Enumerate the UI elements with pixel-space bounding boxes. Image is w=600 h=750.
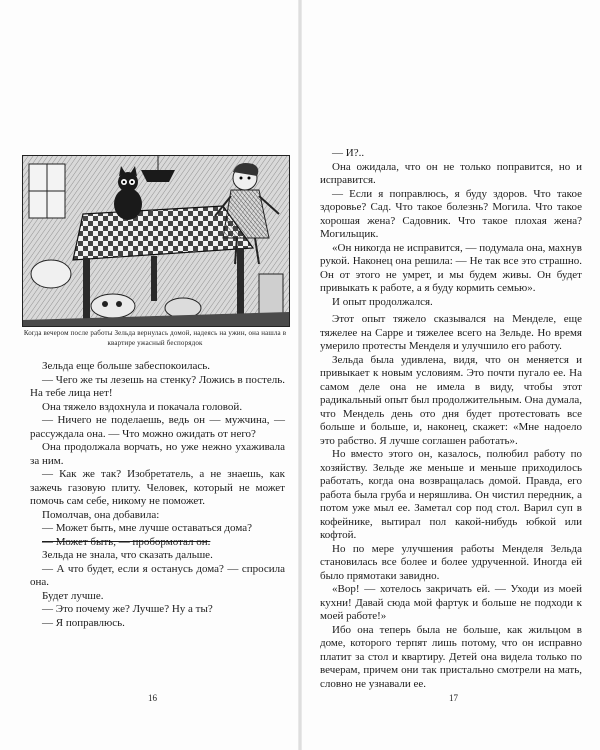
paragraph: Зельда была удивлена, видя, что он меняется и привыкает к новым условиям. Это почти пугало ее. На самом деле она не имела в виду, чтобы этот радикальный опыт был продолжительным. Она думала, что Мендель день ото дня будет протестовать все больше и больше, и, наконец, скажет: «Мне надоело это рабство. Я лучше соглашен работать».: [320, 353, 582, 447]
paragraph: — Я поправлюсь.: [42, 616, 125, 629]
paragraph: — А что будет, если я останусь дома? — спросила она.: [30, 562, 285, 588]
paragraph: — Как же так? Изобретатель, а не знаешь, как зажечь газовую плиту. Человек, который не может помочь сам себе, никому не поможет.: [30, 468, 285, 507]
paragraph: Будет лучше.: [42, 589, 104, 602]
paragraph: Она тяжело вздохнула и покачала головой.: [42, 400, 243, 413]
paragraph: Но по мере улучшения работы Менделя Зельда становилась все более и более удрученной. Иногда ей было прямотаки завидно.: [320, 542, 582, 582]
paragraph-struck: — Может быть, — пробормотал он.: [42, 535, 211, 548]
paragraph: Зельда еще больше забеспокоилась.: [42, 360, 210, 372]
paragraph: Но вместо этого он, казалось, полюбил работу по хозяйству. Зельде же меньше и меньше приходилось работать, когда она возвращалась домой. Правда, его работа была груба и неряшлива. Он чистил передник, а потом уже мыл ее. Заметал сор под стол. Варил суп в кофейнике, вытирал пол какой-нибудь юбкой или кофтой.: [320, 448, 582, 541]
left-page-text: [30, 360, 285, 630]
paragraph: Зельда не знала, что сказать дальше.: [42, 549, 213, 561]
illustration-drawing: [23, 156, 289, 326]
illustration: [22, 155, 290, 327]
right-page: [302, 0, 600, 750]
page-number: 16: [148, 693, 157, 703]
left-page: [0, 0, 298, 750]
paragraph: Помолчав, она добавила:: [42, 508, 160, 521]
paragraph: Она продолжала ворчать, но уже нежно ухаживала за ним.: [30, 441, 285, 467]
paragraph: — И?..: [332, 147, 365, 159]
paragraph: — Это почему же? Лучше? Ну а ты?: [42, 603, 213, 615]
paragraph: — Чего же ты лезешь на стенку? Ложись в постель. На тебе лица нет!: [30, 373, 285, 399]
page-number: 17: [449, 693, 458, 703]
paragraph: «Вор! — хотелось закричать ей. — Уходи из моей кухни! Давай сюда мой фартук и больше не подходи к моей работе!»: [320, 583, 582, 622]
right-page-text: [320, 147, 582, 691]
paragraph: Она ожидала, что он не только поправится, но и исправится.: [320, 160, 582, 186]
paragraph: «Он никогда не исправится, — подумала она, махнув рукой. Наконец она решила: — Не так все это страшно. Он от этого не умрет, и мы будем живы. Он будет привыкать к работе, а я буду кормить семью».: [320, 241, 582, 294]
paragraph: Этот опыт тяжело сказывался на Менделе, еще тяжелее на Сарре и тяжелее всего на Зельде. Но время умерило протесты Менделя и улучшило его работу.: [320, 313, 582, 352]
paragraph: Ибо она теперь была не больше, как жильцом в доме, которого терпят лишь потому, что он исправно платит за стол и квартиру. Детей она видела только по вечерам, причем они так пристально смотрели на мать, словно не узнавали ее.: [320, 623, 582, 690]
paragraph: — Ничего не поделаешь, ведь он — мужчина, — рассуждала она. — Что можно ожидать от него?: [30, 414, 285, 440]
illustration-caption: Когда вечером после работы Зельда вернулась домой, надеясь на ужин, она нашла в квартире ужасный беспорядок: [23, 329, 287, 347]
paragraph: — Может быть, мне лучше оставаться дома?: [42, 522, 252, 534]
paragraph: — Если я поправлюсь, я буду здоров. Что такое здоровье? Сад. Что такое болезнь? Могила. Что такое хорошая жена? Садовник. Что такое плохая жена? Могильщик.: [320, 187, 582, 240]
paragraph: И опыт продолжался.: [332, 295, 433, 308]
